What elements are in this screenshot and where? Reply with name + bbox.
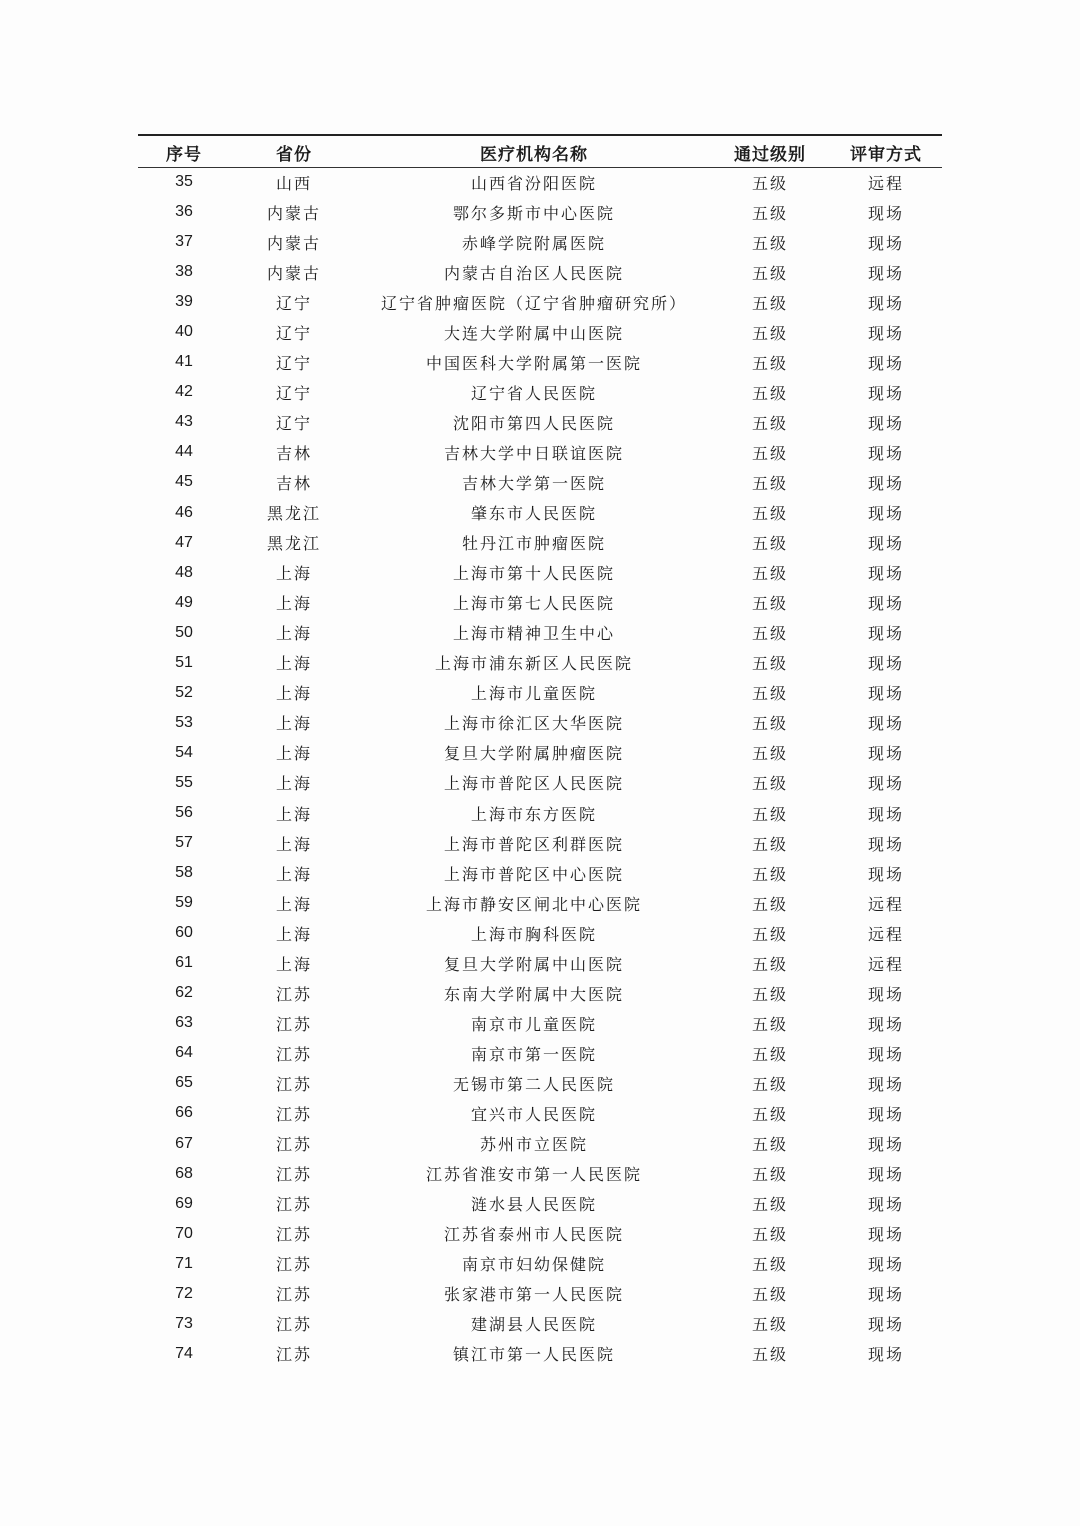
cell-review-method: 现场 [867,864,904,884]
cell-institution-name: 内蒙古自治区人民医院 [443,263,624,283]
cell-institution-name: 沈阳市第四人民医院 [452,413,615,433]
cell-review-method: 现场 [867,233,904,253]
table-row [138,678,942,708]
cell-level: 五级 [751,594,788,614]
cell-province: 江苏 [275,1315,312,1335]
table-row [138,377,942,407]
cell-review-method: 现场 [867,774,904,794]
cell-province: 辽宁 [275,293,312,313]
table-row [138,498,942,528]
cell-serial: 50 [175,623,193,641]
cell-province: 江苏 [275,1195,312,1215]
cell-province: 上海 [275,624,312,644]
cell-review-method: 现场 [867,1225,904,1245]
cell-institution-name: 宜兴市人民医院 [470,1104,597,1124]
table-row [138,1098,942,1128]
cell-institution-name: 苏州市立医院 [479,1135,588,1155]
table-row [138,347,942,377]
table-row [138,978,942,1008]
cell-serial: 73 [175,1314,193,1332]
header-institution-name: 医疗机构名称 [480,144,588,165]
table-row [138,918,942,948]
cell-province: 内蒙古 [266,203,321,223]
cell-level: 五级 [751,924,788,944]
table-row [138,798,942,828]
table-row [138,558,942,588]
cell-level: 五级 [751,744,788,764]
cell-institution-name: 镇江市第一人民医院 [452,1345,615,1365]
cell-serial: 41 [175,353,193,371]
cell-level: 五级 [751,564,788,584]
table-header-row [138,137,942,167]
cell-institution-name: 上海市普陀区人民医院 [443,774,624,794]
cell-institution-name: 辽宁省人民医院 [470,383,597,403]
table-row [138,1279,942,1309]
cell-level: 五级 [751,1315,788,1335]
cell-institution-name: 复旦大学附属中山医院 [443,954,624,974]
cell-level: 五级 [751,834,788,854]
cell-review-method: 现场 [867,203,904,223]
cell-serial: 63 [175,1014,193,1032]
cell-review-method: 现场 [867,684,904,704]
cell-institution-name: 上海市徐汇区大华医院 [443,714,624,734]
table-row [138,528,942,558]
table-row [138,948,942,978]
table-row [138,467,942,497]
cell-province: 江苏 [275,1014,312,1034]
cell-province: 上海 [275,774,312,794]
cell-institution-name: 上海市普陀区利群医院 [443,834,624,854]
cell-level: 五级 [751,684,788,704]
cell-level: 五级 [751,1074,788,1094]
cell-province: 江苏 [275,1225,312,1245]
cell-level: 五级 [751,173,788,193]
cell-level: 五级 [751,984,788,1004]
cell-province: 江苏 [275,1074,312,1094]
cell-province: 辽宁 [275,323,312,343]
cell-province: 上海 [275,864,312,884]
table-row [138,1309,942,1339]
cell-institution-name: 南京市第一医院 [470,1044,597,1064]
cell-review-method: 现场 [867,1195,904,1215]
cell-review-method: 现场 [867,504,904,524]
cell-institution-name: 南京市妇幼保健院 [461,1255,606,1275]
cell-review-method: 现场 [867,1104,904,1124]
cell-province: 江苏 [275,1285,312,1305]
cell-review-method: 远程 [867,894,904,914]
cell-province: 辽宁 [275,353,312,373]
cell-review-method: 现场 [867,534,904,554]
cell-province: 上海 [275,564,312,584]
header-level: 通过级别 [734,144,806,165]
cell-province: 上海 [275,924,312,944]
table-row [138,287,942,317]
cell-review-method: 现场 [867,473,904,493]
cell-review-method: 现场 [867,413,904,433]
cell-institution-name: 大连大学附属中山医院 [443,323,624,343]
cell-institution-name: 吉林大学中日联谊医院 [443,443,624,463]
cell-serial: 68 [175,1164,193,1182]
cell-level: 五级 [751,203,788,223]
cell-serial: 38 [175,263,193,281]
table-top-rule [138,134,942,136]
cell-review-method: 现场 [867,1044,904,1064]
cell-province: 上海 [275,894,312,914]
table-row [138,437,942,467]
cell-province: 上海 [275,684,312,704]
cell-serial: 44 [175,443,193,461]
table-row [138,858,942,888]
cell-level: 五级 [751,1345,788,1365]
cell-review-method: 现场 [867,624,904,644]
cell-serial: 37 [175,233,193,251]
cell-level: 五级 [751,233,788,253]
cell-serial: 55 [175,773,193,791]
cell-serial: 69 [175,1194,193,1212]
cell-province: 上海 [275,834,312,854]
cell-province: 上海 [275,594,312,614]
cell-review-method: 远程 [867,173,904,193]
table-row [138,227,942,257]
cell-level: 五级 [751,1104,788,1124]
cell-serial: 65 [175,1074,193,1092]
cell-level: 五级 [751,443,788,463]
cell-level: 五级 [751,473,788,493]
cell-review-method: 远程 [867,954,904,974]
cell-province: 黑龙江 [266,504,321,524]
cell-review-method: 现场 [867,1074,904,1094]
cell-review-method: 现场 [867,1014,904,1034]
header-review-method: 评审方式 [850,144,922,165]
cell-institution-name: 上海市东方医院 [470,804,597,824]
cell-level: 五级 [751,714,788,734]
cell-institution-name: 涟水县人民医院 [470,1195,597,1215]
cell-institution-name: 上海市第十人民医院 [452,564,615,584]
cell-review-method: 现场 [867,804,904,824]
cell-review-method: 远程 [867,924,904,944]
cell-serial: 60 [175,924,193,942]
cell-institution-name: 上海市普陀区中心医院 [443,864,624,884]
cell-province: 内蒙古 [266,233,321,253]
cell-institution-name: 无锡市第二人民医院 [452,1074,615,1094]
cell-review-method: 现场 [867,564,904,584]
cell-province: 吉林 [275,473,312,493]
table-row [138,738,942,768]
cell-institution-name: 上海市精神卫生中心 [452,624,615,644]
cell-serial: 62 [175,984,193,1002]
cell-institution-name: 张家港市第一人民医院 [443,1285,624,1305]
cell-level: 五级 [751,1135,788,1155]
cell-review-method: 现场 [867,383,904,403]
cell-level: 五级 [751,293,788,313]
cell-serial: 49 [175,593,193,611]
cell-level: 五级 [751,263,788,283]
cell-institution-name: 赤峰学院附属医院 [461,233,606,253]
cell-level: 五级 [751,323,788,343]
cell-review-method: 现场 [867,1135,904,1155]
cell-level: 五级 [751,1225,788,1245]
cell-level: 五级 [751,504,788,524]
cell-serial: 45 [175,473,193,491]
cell-review-method: 现场 [867,353,904,373]
table-body [138,167,942,1369]
table-row [138,1219,942,1249]
cell-review-method: 现场 [867,1165,904,1185]
cell-serial: 72 [175,1284,193,1302]
cell-province: 江苏 [275,984,312,1004]
table-row [138,167,942,197]
cell-review-method: 现场 [867,1315,904,1335]
cell-institution-name: 上海市浦东新区人民医院 [434,654,633,674]
cell-review-method: 现场 [867,293,904,313]
table-row [138,1189,942,1219]
table-row [138,1159,942,1189]
cell-level: 五级 [751,1014,788,1034]
cell-province: 黑龙江 [266,534,321,554]
cell-institution-name: 鄂尔多斯市中心医院 [452,203,615,223]
cell-institution-name: 南京市儿童医院 [470,1014,597,1034]
cell-serial: 40 [175,323,193,341]
cell-serial: 46 [175,503,193,521]
cell-review-method: 现场 [867,654,904,674]
cell-serial: 57 [175,834,193,852]
cell-institution-name: 东南大学附属中大医院 [443,984,624,1004]
cell-institution-name: 江苏省泰州市人民医院 [443,1225,624,1245]
cell-level: 五级 [751,774,788,794]
cell-serial: 61 [175,954,193,972]
table-row [138,197,942,227]
cell-province: 江苏 [275,1345,312,1365]
table-row [138,768,942,798]
cell-review-method: 现场 [867,1345,904,1365]
cell-serial: 43 [175,413,193,431]
table-row [138,407,942,437]
cell-level: 五级 [751,413,788,433]
cell-institution-name: 肇东市人民医院 [470,504,597,524]
cell-province: 内蒙古 [266,263,321,283]
cell-serial: 70 [175,1224,193,1242]
cell-province: 吉林 [275,443,312,463]
cell-review-method: 现场 [867,834,904,854]
cell-institution-name: 上海市第七人民医院 [452,594,615,614]
table-row [138,888,942,918]
cell-level: 五级 [751,1285,788,1305]
cell-review-method: 现场 [867,323,904,343]
cell-institution-name: 复旦大学附属肿瘤医院 [443,744,624,764]
cell-level: 五级 [751,1195,788,1215]
cell-province: 山西 [275,173,312,193]
cell-serial: 64 [175,1044,193,1062]
table-row [138,1339,942,1369]
cell-institution-name: 江苏省淮安市第一人民医院 [425,1165,642,1185]
table-row [138,708,942,738]
cell-level: 五级 [751,353,788,373]
cell-level: 五级 [751,1165,788,1185]
cell-province: 江苏 [275,1165,312,1185]
cell-serial: 54 [175,743,193,761]
cell-institution-name: 中国医科大学附属第一医院 [425,353,642,373]
cell-serial: 47 [175,533,193,551]
cell-review-method: 现场 [867,443,904,463]
table-row [138,648,942,678]
cell-level: 五级 [751,1255,788,1275]
cell-province: 上海 [275,654,312,674]
table-row [138,828,942,858]
cell-serial: 35 [175,173,193,191]
cell-serial: 36 [175,203,193,221]
table-row [138,1038,942,1068]
cell-province: 江苏 [275,1104,312,1124]
cell-level: 五级 [751,383,788,403]
cell-serial: 53 [175,713,193,731]
cell-level: 五级 [751,534,788,554]
cell-serial: 67 [175,1134,193,1152]
table-row [138,1129,942,1159]
cell-level: 五级 [751,1044,788,1064]
cell-serial: 56 [175,804,193,821]
cell-level: 五级 [751,624,788,644]
cell-review-method: 现场 [867,714,904,734]
table-row [138,1249,942,1279]
cell-level: 五级 [751,864,788,884]
cell-institution-name: 吉林大学第一医院 [461,473,606,493]
cell-level: 五级 [751,894,788,914]
cell-institution-name: 辽宁省肿瘤医院（辽宁省肿瘤研究所） [380,293,687,313]
cell-serial: 58 [175,864,193,882]
cell-institution-name: 上海市胸科医院 [470,924,597,944]
table-row [138,1008,942,1038]
cell-serial: 52 [175,683,193,701]
cell-serial: 48 [175,563,193,581]
cell-serial: 66 [175,1104,193,1122]
cell-serial: 51 [175,653,193,671]
cell-serial: 71 [175,1254,193,1272]
table-row [138,588,942,618]
cell-province: 上海 [275,714,312,734]
cell-province: 上海 [275,954,312,974]
cell-province: 江苏 [275,1044,312,1064]
cell-province: 辽宁 [275,383,312,403]
cell-institution-name: 牡丹江市肿瘤医院 [461,534,606,554]
table-row [138,1068,942,1098]
cell-review-method: 现场 [867,984,904,1004]
header-province: 省份 [276,144,312,165]
cell-review-method: 现场 [867,594,904,614]
cell-level: 五级 [751,804,788,824]
table-row [138,618,942,648]
cell-level: 五级 [751,654,788,674]
cell-institution-name: 山西省汾阳医院 [470,173,597,193]
cell-review-method: 现场 [867,1255,904,1275]
cell-province: 江苏 [275,1255,312,1275]
cell-province: 上海 [275,804,312,824]
cell-review-method: 现场 [867,263,904,283]
cell-province: 上海 [275,744,312,764]
cell-province: 辽宁 [275,413,312,433]
cell-review-method: 现场 [867,744,904,764]
header-serial: 序号 [166,144,202,165]
cell-serial: 42 [175,383,193,401]
cell-serial: 59 [175,894,193,912]
table-row [138,257,942,287]
table-row [138,317,942,347]
hospital-list-table [138,137,942,1369]
cell-review-method: 现场 [867,1285,904,1305]
cell-serial: 74 [175,1344,193,1362]
cell-institution-name: 上海市静安区闸北中心医院 [425,894,642,914]
cell-serial: 39 [175,293,193,311]
cell-institution-name: 上海市儿童医院 [470,684,597,704]
cell-level: 五级 [751,954,788,974]
cell-province: 江苏 [275,1135,312,1155]
cell-institution-name: 建湖县人民医院 [470,1315,597,1335]
